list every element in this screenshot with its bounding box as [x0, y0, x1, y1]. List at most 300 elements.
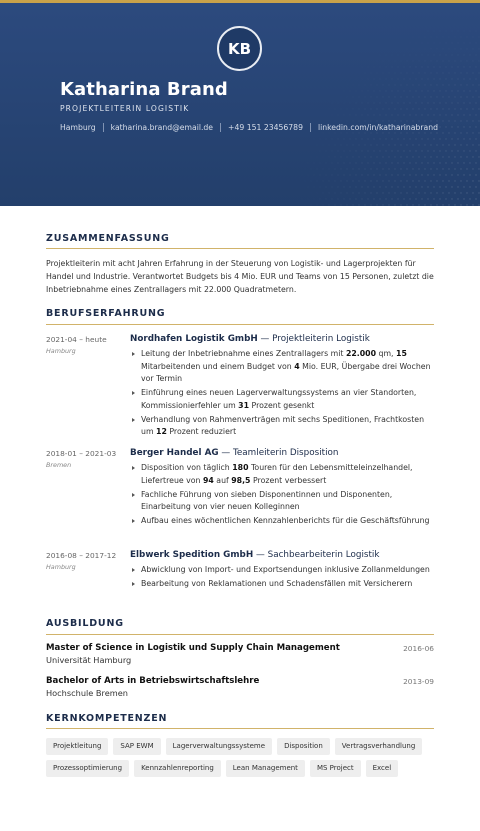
pattern-dot: [472, 108, 473, 109]
pattern-dot: [379, 54, 380, 55]
pattern-dot: [370, 84, 371, 85]
pattern-dot: [469, 54, 470, 55]
pattern-dot: [382, 168, 383, 169]
pattern-dot: [460, 156, 461, 157]
pattern-dot: [448, 36, 449, 37]
pattern-dot: [391, 54, 392, 55]
pattern-dot: [430, 168, 431, 169]
pattern-dot: [439, 78, 440, 79]
section-title-experience: BERUFSERFAHRUNG: [46, 308, 166, 319]
pattern-dot: [424, 204, 425, 205]
pattern-dot: [472, 204, 473, 205]
pattern-dot: [364, 156, 365, 157]
pattern-dot: [427, 162, 428, 163]
pattern-dot: [424, 48, 425, 49]
contact-linkedin[interactable]: linkedin.com/in/katharinabrand: [317, 123, 438, 132]
pattern-dot: [460, 180, 461, 181]
pattern-dot: [454, 36, 455, 37]
pattern-dot: [418, 84, 419, 85]
pattern-dot: [394, 84, 395, 85]
pattern-dot: [472, 168, 473, 169]
pattern-dot: [427, 102, 428, 103]
pattern-dot: [313, 186, 314, 187]
pattern-dot: [343, 186, 344, 187]
skill-tag: Lean Management: [226, 760, 305, 777]
pattern-dot: [358, 144, 359, 145]
pattern-dot: [448, 108, 449, 109]
contact-phone[interactable]: +49 151 23456789: [228, 123, 303, 132]
pattern-dot: [364, 108, 365, 109]
pattern-dot: [322, 156, 323, 157]
pattern-dot: [445, 162, 446, 163]
pattern-dot: [397, 42, 398, 43]
pattern-dot: [466, 120, 467, 121]
pattern-dot: [322, 120, 323, 121]
pattern-dot: [340, 156, 341, 157]
pattern-dot: [352, 156, 353, 157]
pattern-dot: [475, 174, 476, 175]
pattern-dot: [343, 174, 344, 175]
pattern-dot: [478, 156, 479, 157]
pattern-dot: [445, 198, 446, 199]
pattern-dot: [337, 174, 338, 175]
pattern-dot: [430, 144, 431, 145]
pattern-dot: [415, 102, 416, 103]
pattern-dot: [325, 150, 326, 151]
pattern-dot: [319, 138, 320, 139]
job-dash: —: [257, 334, 273, 344]
pattern-dot: [451, 30, 452, 31]
pattern-dot: [406, 36, 407, 37]
pattern-dot: [457, 126, 458, 127]
pattern-dot: [382, 132, 383, 133]
pattern-dot: [307, 174, 308, 175]
pattern-dot: [421, 102, 422, 103]
pattern-dot: [433, 66, 434, 67]
pattern-dot: [385, 198, 386, 199]
job-bullet: Aufbau eines wöchentlichen Kennzahlenberichts für die Geschäftsführung: [130, 515, 435, 528]
pattern-dot: [451, 150, 452, 151]
pattern-dot: [418, 156, 419, 157]
pattern-dot: [310, 180, 311, 181]
pattern-dot: [361, 138, 362, 139]
pattern-dot: [409, 66, 410, 67]
pattern-dot: [394, 72, 395, 73]
pattern-dot: [367, 198, 368, 199]
pattern-dot: [448, 60, 449, 61]
section-title-skills: KERNKOMPETENZEN: [46, 713, 168, 724]
pattern-dot: [349, 114, 350, 115]
pattern-dot: [400, 192, 401, 193]
pattern-dot: [301, 198, 302, 199]
pattern-dot: [430, 48, 431, 49]
pattern-dot: [436, 120, 437, 121]
pattern-dot: [373, 150, 374, 151]
pattern-dot: [358, 96, 359, 97]
pattern-dot: [367, 138, 368, 139]
pattern-dot: [349, 90, 350, 91]
contact-email[interactable]: katharina.brand@email.de: [110, 123, 214, 132]
pattern-dot: [433, 150, 434, 151]
pattern-dot: [379, 150, 380, 151]
pattern-dot: [469, 174, 470, 175]
pattern-dot: [409, 138, 410, 139]
pattern-dot: [379, 138, 380, 139]
pattern-dot: [304, 204, 305, 205]
pattern-dot: [454, 204, 455, 205]
pattern-dot: [400, 120, 401, 121]
pattern-dot: [406, 144, 407, 145]
pattern-dot: [301, 186, 302, 187]
pattern-dot: [457, 102, 458, 103]
pattern-dot: [409, 90, 410, 91]
pattern-dot: [382, 156, 383, 157]
pattern-dot: [415, 90, 416, 91]
summary-text: Projektleiterin mit acht Jahren Erfahrung in der Steuerung von Logistik- und Lagerprojekten für Handel und Industrie. Verantwortet Budgets bis 4 Mio. EUR und Teams von 15 Personen, zuletzt die Inbetriebnahme eines Zentrallagers mit 22.000 Quadratmetern.: [46, 259, 434, 295]
pattern-dot: [385, 150, 386, 151]
pattern-dot: [427, 138, 428, 139]
pattern-dot: [349, 162, 350, 163]
contact-separator: [103, 123, 104, 132]
pattern-dot: [439, 54, 440, 55]
pattern-dot: [382, 108, 383, 109]
pattern-dot: [370, 192, 371, 193]
pattern-dot: [469, 150, 470, 151]
education-school: Universität Hamburg: [46, 655, 132, 665]
pattern-dot: [436, 192, 437, 193]
pattern-dot: [343, 114, 344, 115]
pattern-dot: [415, 66, 416, 67]
pattern-dot: [376, 96, 377, 97]
pattern-dot: [442, 132, 443, 133]
pattern-dot: [463, 126, 464, 127]
pattern-dot: [445, 114, 446, 115]
pattern-dot: [355, 138, 356, 139]
pattern-dot: [445, 78, 446, 79]
pattern-dot: [469, 138, 470, 139]
pattern-dot: [388, 108, 389, 109]
pattern-dot: [370, 96, 371, 97]
pattern-dot: [388, 144, 389, 145]
pattern-dot: [442, 180, 443, 181]
pattern-dot: [457, 174, 458, 175]
pattern-dot: [337, 102, 338, 103]
pattern-dot: [370, 204, 371, 205]
pattern-dot: [316, 156, 317, 157]
pattern-dot: [430, 156, 431, 157]
job-title: Teamleiterin Disposition: [233, 448, 339, 458]
pattern-dot: [406, 180, 407, 181]
section-divider: [46, 248, 434, 249]
pattern-dot: [364, 168, 365, 169]
pattern-dot: [355, 150, 356, 151]
pattern-dot: [334, 156, 335, 157]
job-bullet: Disposition von täglich 180 Touren für den Lebensmitteleinzelhandel, Liefertreue von 94 auf 98,5 Prozent verbessert: [130, 462, 435, 487]
pattern-dot: [325, 198, 326, 199]
pattern-dot: [406, 48, 407, 49]
pattern-dot: [331, 90, 332, 91]
pattern-dot: [418, 36, 419, 37]
candidate-name: Katharina Brand: [60, 79, 228, 100]
pattern-dot: [451, 126, 452, 127]
pattern-dot: [430, 72, 431, 73]
pattern-dot: [415, 150, 416, 151]
pattern-dot: [364, 96, 365, 97]
pattern-dot: [343, 198, 344, 199]
pattern-dot: [358, 108, 359, 109]
pattern-dot: [433, 78, 434, 79]
pattern-dot: [409, 54, 410, 55]
pattern-dot: [367, 186, 368, 187]
pattern-dot: [427, 90, 428, 91]
pattern-dot: [424, 180, 425, 181]
pattern-dot: [412, 132, 413, 133]
pattern-dot: [319, 114, 320, 115]
pattern-dot: [427, 174, 428, 175]
pattern-dot: [421, 66, 422, 67]
pattern-dot: [451, 114, 452, 115]
job-date: 2016-08 – 2017-12: [46, 551, 117, 560]
pattern-dot: [430, 180, 431, 181]
pattern-dot: [454, 144, 455, 145]
pattern-dot: [463, 138, 464, 139]
pattern-dot: [424, 144, 425, 145]
pattern-dot: [397, 186, 398, 187]
pattern-dot: [439, 42, 440, 43]
pattern-dot: [397, 174, 398, 175]
pattern-dot: [373, 78, 374, 79]
pattern-dot: [427, 54, 428, 55]
pattern-dot: [439, 138, 440, 139]
pattern-dot: [328, 144, 329, 145]
pattern-dot: [394, 132, 395, 133]
pattern-dot: [436, 36, 437, 37]
pattern-dot: [454, 48, 455, 49]
pattern-dot: [322, 144, 323, 145]
pattern-dot: [442, 144, 443, 145]
pattern-dot: [388, 156, 389, 157]
pattern-dot: [370, 144, 371, 145]
pattern-dot: [343, 162, 344, 163]
pattern-dot: [373, 186, 374, 187]
pattern-dot: [475, 42, 476, 43]
pattern-dot: [475, 162, 476, 163]
pattern-dot: [466, 108, 467, 109]
pattern-dot: [415, 42, 416, 43]
pattern-dot: [388, 132, 389, 133]
pattern-dot: [457, 138, 458, 139]
pattern-dot: [304, 156, 305, 157]
pattern-dot: [478, 84, 479, 85]
pattern-dot: [451, 138, 452, 139]
pattern-dot: [409, 150, 410, 151]
job-date: 2018-01 – 2021-03: [46, 449, 117, 458]
resume-header: [0, 3, 480, 206]
pattern-dot: [352, 168, 353, 169]
pattern-dot: [478, 96, 479, 97]
pattern-dot: [376, 180, 377, 181]
pattern-dot: [394, 156, 395, 157]
pattern-dot: [466, 96, 467, 97]
pattern-dot: [460, 120, 461, 121]
pattern-dot: [460, 204, 461, 205]
pattern-dot: [394, 192, 395, 193]
pattern-dot: [364, 204, 365, 205]
pattern-dot: [445, 186, 446, 187]
pattern-dot: [415, 138, 416, 139]
pattern-dot: [385, 54, 386, 55]
pattern-dot: [382, 204, 383, 205]
pattern-dot: [451, 174, 452, 175]
pattern-dot: [463, 150, 464, 151]
pattern-dot: [475, 66, 476, 67]
pattern-dot: [319, 162, 320, 163]
pattern-dot: [418, 108, 419, 109]
job-bullet-list: [130, 462, 435, 529]
pattern-dot: [466, 84, 467, 85]
pattern-dot: [364, 192, 365, 193]
pattern-dot: [346, 180, 347, 181]
skills-tag-list: [46, 738, 436, 777]
pattern-dot: [436, 180, 437, 181]
pattern-dot: [352, 96, 353, 97]
pattern-dot: [478, 36, 479, 37]
pattern-dot: [394, 60, 395, 61]
pattern-dot: [409, 174, 410, 175]
pattern-dot: [316, 204, 317, 205]
pattern-dot: [361, 66, 362, 67]
contact-line: [60, 123, 438, 132]
pattern-dot: [409, 186, 410, 187]
pattern-dot: [436, 168, 437, 169]
pattern-dot: [466, 144, 467, 145]
pattern-dot: [412, 108, 413, 109]
pattern-dot: [439, 126, 440, 127]
pattern-dot: [436, 48, 437, 49]
pattern-dot: [418, 72, 419, 73]
education-school: Hochschule Bremen: [46, 688, 128, 698]
pattern-dot: [382, 192, 383, 193]
job-location: Bremen: [46, 461, 72, 469]
pattern-dot: [370, 132, 371, 133]
pattern-dot: [361, 78, 362, 79]
pattern-dot: [346, 84, 347, 85]
pattern-dot: [472, 84, 473, 85]
pattern-dot: [436, 156, 437, 157]
pattern-dot: [373, 90, 374, 91]
pattern-dot: [322, 168, 323, 169]
pattern-dot: [334, 132, 335, 133]
pattern-dot: [373, 138, 374, 139]
pattern-dot: [361, 162, 362, 163]
pattern-dot: [430, 120, 431, 121]
pattern-dot: [421, 198, 422, 199]
pattern-dot: [418, 144, 419, 145]
pattern-dot: [439, 30, 440, 31]
pattern-dot: [358, 204, 359, 205]
pattern-dot: [337, 114, 338, 115]
pattern-dot: [415, 54, 416, 55]
job-bullet: Bearbeitung von Reklamationen und Schadensfällen mit Versicherern: [130, 578, 435, 591]
pattern-dot: [382, 84, 383, 85]
job-heading: [130, 448, 339, 458]
pattern-dot: [340, 168, 341, 169]
pattern-dot: [379, 114, 380, 115]
pattern-dot: [442, 72, 443, 73]
pattern-dot: [325, 162, 326, 163]
pattern-dot: [439, 102, 440, 103]
pattern-dot: [391, 42, 392, 43]
pattern-dot: [310, 156, 311, 157]
pattern-dot: [436, 84, 437, 85]
pattern-dot: [448, 192, 449, 193]
education-degree: Master of Science in Logistik und Supply Chain Management: [46, 643, 340, 653]
pattern-dot: [463, 162, 464, 163]
pattern-dot: [475, 90, 476, 91]
pattern-dot: [445, 66, 446, 67]
pattern-dot: [406, 120, 407, 121]
pattern-dot: [346, 144, 347, 145]
pattern-dot: [331, 138, 332, 139]
pattern-dot: [343, 150, 344, 151]
pattern-dot: [412, 204, 413, 205]
pattern-dot: [388, 120, 389, 121]
pattern-dot: [469, 42, 470, 43]
pattern-dot: [379, 102, 380, 103]
pattern-dot: [358, 72, 359, 73]
pattern-dot: [349, 138, 350, 139]
pattern-dot: [391, 90, 392, 91]
pattern-dot: [442, 168, 443, 169]
pattern-dot: [472, 180, 473, 181]
pattern-dot: [358, 156, 359, 157]
pattern-dot: [457, 54, 458, 55]
pattern-dot: [382, 48, 383, 49]
pattern-dot: [400, 156, 401, 157]
pattern-dot: [349, 78, 350, 79]
pattern-dot: [442, 60, 443, 61]
pattern-dot: [457, 114, 458, 115]
pattern-dot: [325, 186, 326, 187]
job-bullet: Fachliche Führung von sieben Disponentinnen und Disponenten, Einarbeitung von vier neuen Kolleginnen: [130, 489, 435, 514]
pattern-dot: [442, 84, 443, 85]
pattern-dot: [361, 114, 362, 115]
pattern-dot: [427, 150, 428, 151]
pattern-dot: [445, 126, 446, 127]
pattern-dot: [448, 72, 449, 73]
pattern-dot: [364, 72, 365, 73]
pattern-dot: [460, 168, 461, 169]
pattern-dot: [370, 156, 371, 157]
pattern-dot: [382, 180, 383, 181]
pattern-dot: [451, 102, 452, 103]
pattern-dot: [409, 198, 410, 199]
pattern-dot: [373, 102, 374, 103]
pattern-dot: [475, 126, 476, 127]
pattern-dot: [466, 72, 467, 73]
pattern-dot: [334, 144, 335, 145]
pattern-dot: [322, 192, 323, 193]
pattern-dot: [445, 102, 446, 103]
avatar: [217, 26, 262, 71]
pattern-dot: [472, 192, 473, 193]
pattern-dot: [421, 54, 422, 55]
pattern-dot: [328, 120, 329, 121]
pattern-dot: [352, 204, 353, 205]
pattern-dot: [391, 198, 392, 199]
pattern-dot: [385, 42, 386, 43]
pattern-dot: [406, 132, 407, 133]
